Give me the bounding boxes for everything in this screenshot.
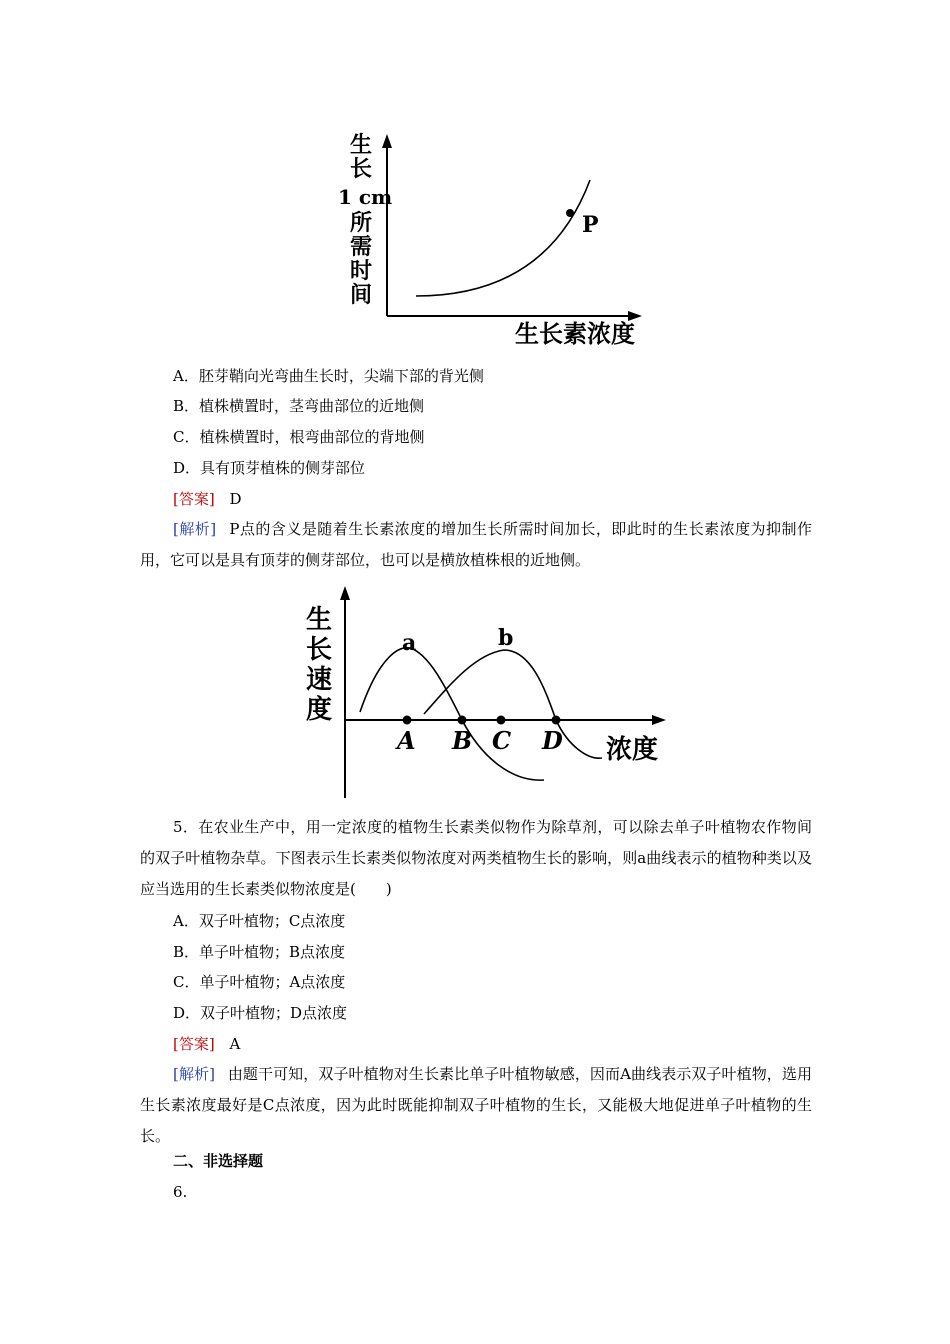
answer-tag: [答案] [173,490,215,508]
q5-option-c: C．单子叶植物；A点浓度 [173,973,346,991]
point-a [403,716,412,725]
y-label-char: 时 [350,258,373,284]
y-label-char: 生 [306,605,333,635]
point-d-label: D [542,726,563,755]
y-label-char: 长 [350,156,373,182]
x-axis-arrow [652,715,666,725]
analysis-text: 由题干可知，双子叶植物对生长素比单子叶植物敏感，因而A曲线表示双子叶植物，选用生长素浓度最好是C点浓度，因为此时既能抑制双子叶植物的生长，又能极大地促进单子叶植物的生长。 [140,1065,812,1145]
y-label-char: 需 [350,234,373,260]
y-axis-arrow [340,586,350,600]
section-title: 二、非选择题 [173,1152,264,1170]
y-label-char: 长 [306,635,333,665]
y-axis-arrow [382,134,392,148]
analysis-tag: [解析] [173,520,217,538]
point-p [566,209,574,217]
q5-analysis [140,1059,812,1152]
q4-option-c: C．植株横置时，根弯曲部位的背地侧 [173,428,425,446]
growth-time-curve [416,180,590,296]
point-a-label: A [397,726,416,755]
point-b [458,716,467,725]
q4-option-b: B．植株横置时，茎弯曲部位的近地侧 [173,397,425,415]
curve-b-label: b [498,625,514,651]
q5-option-a: A．双子叶植物；C点浓度 [173,912,346,930]
answer-value: D [229,490,242,508]
point-c-label: C [492,726,512,755]
x-axis-label: 浓度 [606,735,659,765]
answer-tag: [答案] [173,1035,215,1053]
y-label-char: 生 [350,132,373,158]
analysis-tag: [解析] [173,1065,215,1083]
q5-option-b: B．单子叶植物；B点浓度 [173,943,346,961]
q4-option-d: D．具有顶芽植株的侧芽部位 [173,459,366,477]
q4-answer [173,489,242,509]
y-label-char: 度 [306,695,333,725]
curve-b [424,650,602,758]
curve-a-label: a [402,630,417,656]
q4-option-a: A．胚芽鞘向光弯曲生长时，尖端下部的背光侧 [173,367,484,385]
point-c [497,716,506,725]
y-label-unit: 1 cm [338,185,393,209]
figure-growth-speed-chart [300,582,680,804]
question-6-number: 6. [173,1183,188,1201]
q5-stem: 5．在农业生产中，用一定浓度的植物生长素类似物作为除草剂，可以除去单子叶植物农作物间的双子叶植物杂草。下图表示生长素类似物浓度对两类植物生长的影响，则a曲线表示的植物种类以及应当选用的生长素类似物浓度是( ) [140,818,812,898]
y-label-char: 速 [306,665,333,695]
q4-analysis [140,514,812,576]
answer-value: A [229,1035,241,1053]
point-b-label: B [452,726,473,755]
point-p-label: P [582,212,599,238]
x-axis-label: 生长素浓度 [515,319,635,348]
analysis-text: P点的含义是随着生长素浓度的增加生长所需时间加长，即此时的生长素浓度为抑制作用，它可以是具有顶芽的侧芽部位，也可以是横放植株根的近地侧。 [140,520,812,569]
y-label-char: 间 [350,282,373,308]
q5-answer [173,1034,240,1054]
q5-option-d: D．双子叶植物；D点浓度 [173,1004,348,1022]
curve-a [360,648,544,780]
figure-growth-time-chart [330,120,660,350]
point-d [552,716,561,725]
y-label-char: 所 [350,210,373,236]
